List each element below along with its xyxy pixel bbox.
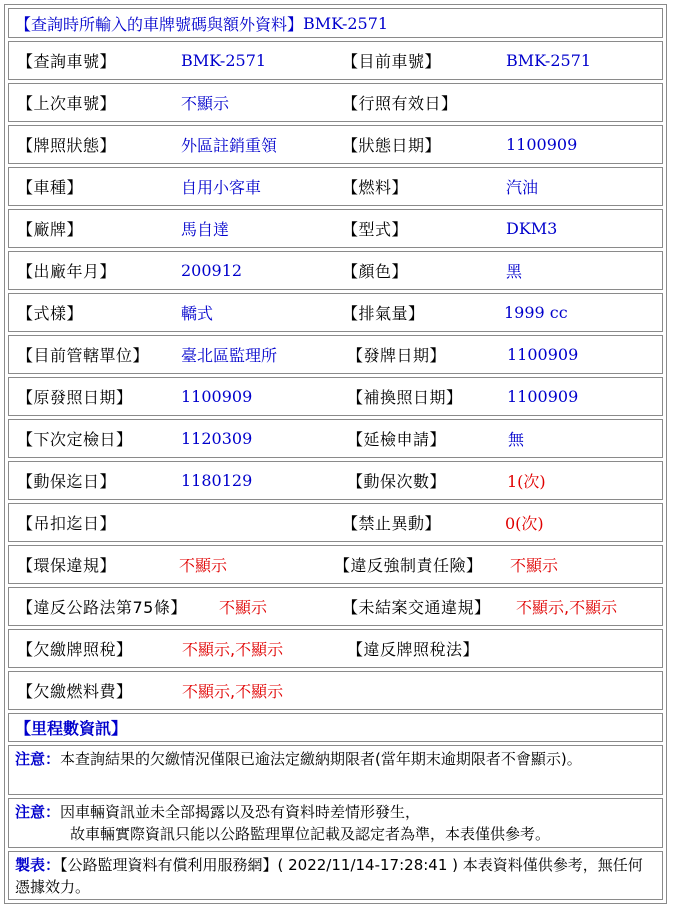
value-vehicle-type: 自用小客車 bbox=[181, 178, 262, 197]
value-chattel-mortgage-count: 1(次) bbox=[507, 472, 546, 491]
label-displacement: 【排氣量】 bbox=[342, 304, 425, 323]
value-plate-issue-date: 1100909 bbox=[507, 345, 579, 364]
value-status-date: 1100909 bbox=[506, 135, 578, 154]
table-row bbox=[8, 251, 663, 290]
label-vehicle-type: 【車種】 bbox=[17, 178, 84, 197]
note-text-line1: 因車輛資訊並未全部揭露以及恐有資料時差情形發生， bbox=[60, 803, 421, 821]
mileage-row bbox=[8, 713, 663, 742]
value-unpaid-fuel-fee: 不顯示,不顯示 bbox=[182, 682, 284, 701]
note-data-disclaimer bbox=[8, 798, 663, 848]
value-inspection-extension: 無 bbox=[508, 430, 525, 449]
label-status-date: 【狀態日期】 bbox=[342, 136, 442, 155]
value-current-plate: BMK-2571 bbox=[506, 51, 592, 70]
value-brand: 馬自達 bbox=[181, 220, 230, 239]
table-row bbox=[8, 293, 663, 332]
table-row bbox=[8, 83, 663, 122]
value-model: DKM3 bbox=[506, 219, 558, 238]
vehicle-info-table bbox=[4, 4, 667, 904]
value-insurance-violation: 不顯示 bbox=[510, 556, 559, 575]
label-fuel: 【燃料】 bbox=[342, 178, 409, 197]
value-fuel: 汽油 bbox=[506, 178, 539, 197]
label-plate-status: 【牌照狀態】 bbox=[17, 136, 117, 155]
label-reissue-date: 【補換照日期】 bbox=[347, 388, 463, 407]
table-row bbox=[8, 419, 663, 458]
value-query-plate: BMK-2571 bbox=[181, 51, 267, 70]
value-body-style: 轎式 bbox=[181, 304, 214, 323]
label-previous-plate: 【上次車號】 bbox=[17, 94, 117, 113]
label-color: 【顏色】 bbox=[342, 262, 409, 281]
table-row bbox=[8, 125, 663, 164]
table-row bbox=[8, 671, 663, 710]
table-row bbox=[8, 167, 663, 206]
label-environmental-violation: 【環保違規】 bbox=[17, 556, 117, 575]
label-unpaid-license-tax: 【欠繳牌照稅】 bbox=[17, 640, 133, 659]
label-jurisdiction: 【目前管轄單位】 bbox=[17, 346, 150, 365]
note-text-line2: 故車輛實際資訊只能以公路監理單位記載及認定者為準，本表僅供參考。 bbox=[70, 825, 551, 843]
label-original-license-date: 【原發照日期】 bbox=[17, 388, 133, 407]
label-plate-issue-date: 【發牌日期】 bbox=[347, 346, 447, 365]
value-highway-act-violation: 不顯示 bbox=[219, 598, 268, 617]
label-license-valid-date: 【行照有效日】 bbox=[342, 94, 458, 113]
label-chattel-mortgage-count: 【動保次數】 bbox=[347, 472, 447, 491]
label-brand: 【廠牌】 bbox=[17, 220, 84, 239]
table-row bbox=[8, 587, 663, 626]
label-current-plate: 【目前車號】 bbox=[342, 52, 442, 71]
value-previous-plate: 不顯示 bbox=[181, 94, 230, 113]
label-manufacture-date: 【出廠年月】 bbox=[17, 262, 117, 281]
value-pending-traffic-violation: 不顯示,不顯示 bbox=[516, 598, 618, 617]
mileage-heading: 【里程數資訊】 bbox=[15, 719, 128, 738]
table-row bbox=[8, 461, 663, 500]
label-query-plate: 【查詢車號】 bbox=[17, 52, 117, 71]
label-model: 【型式】 bbox=[342, 220, 409, 239]
table-row bbox=[8, 545, 663, 584]
value-unpaid-license-tax: 不顯示,不顯示 bbox=[182, 640, 284, 659]
label-insurance-violation: 【違反強制責任險】 bbox=[334, 556, 483, 575]
label-suspension-end: 【吊扣迄日】 bbox=[17, 514, 117, 533]
table-row bbox=[8, 335, 663, 374]
note-prefix: 注意： bbox=[15, 803, 61, 821]
label-chattel-mortgage-end: 【動保迄日】 bbox=[17, 472, 117, 491]
title-label: 【查詢時所輸入的車牌號碼與額外資料】 bbox=[15, 14, 304, 34]
value-displacement: 1999 cc bbox=[504, 303, 568, 322]
label-highway-act-violation: 【違反公路法第75條】 bbox=[17, 598, 187, 617]
value-environmental-violation: 不顯示 bbox=[179, 556, 228, 575]
label-transfer-ban: 【禁止異動】 bbox=[342, 514, 442, 533]
label-license-tax-act-violation: 【違反牌照稅法】 bbox=[347, 640, 480, 659]
value-original-license-date: 1100909 bbox=[181, 387, 253, 406]
footer-prefix: 製表： bbox=[15, 856, 61, 874]
table-row bbox=[8, 503, 663, 542]
table-title-row bbox=[8, 8, 663, 38]
value-jurisdiction: 臺北區監理所 bbox=[181, 346, 278, 365]
footer-text: 【公路監理資料有償利用服務網】( 2022/11/14-17:28:41 ) 本表資料僅供參考，無任何憑據效力。 bbox=[15, 856, 643, 896]
value-next-inspection-date: 1120309 bbox=[181, 429, 253, 448]
table-row bbox=[8, 629, 663, 668]
value-plate-status: 外區註銷重領 bbox=[181, 136, 278, 155]
label-inspection-extension: 【延檢申請】 bbox=[347, 430, 447, 449]
note-text: 本查詢結果的欠繳情況僅限已逾法定繳納期限者(當年期末逾期限者不會顯示)。 bbox=[60, 750, 582, 768]
value-chattel-mortgage-end: 1180129 bbox=[181, 471, 253, 490]
value-reissue-date: 1100909 bbox=[507, 387, 579, 406]
label-body-style: 【式樣】 bbox=[17, 304, 84, 323]
label-pending-traffic-violation: 【未結案交通違規】 bbox=[342, 598, 491, 617]
label-next-inspection-date: 【下次定檢日】 bbox=[17, 430, 133, 449]
label-unpaid-fuel-fee: 【欠繳燃料費】 bbox=[17, 682, 133, 701]
title-plate: BMK-2571 bbox=[303, 13, 389, 33]
note-prefix: 注意： bbox=[15, 750, 61, 768]
value-manufacture-date: 200912 bbox=[181, 261, 243, 280]
table-row bbox=[8, 41, 663, 80]
value-transfer-ban: 0(次) bbox=[505, 514, 544, 533]
table-title bbox=[15, 9, 388, 37]
report-footer bbox=[8, 851, 663, 900]
table-row bbox=[8, 377, 663, 416]
table-row bbox=[8, 209, 663, 248]
value-color: 黑 bbox=[506, 262, 523, 281]
note-unpaid-scope bbox=[8, 745, 663, 795]
